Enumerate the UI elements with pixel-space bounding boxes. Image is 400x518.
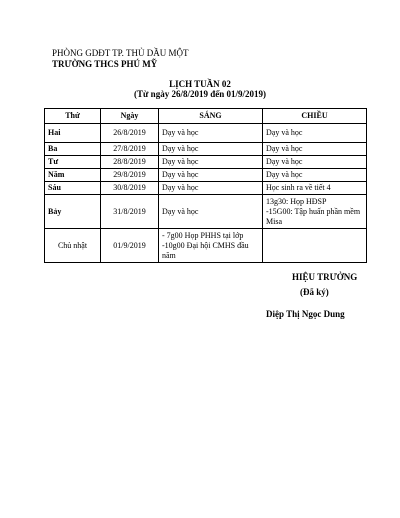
afternoon-cell: [263, 229, 367, 263]
header-thu: Thứ: [45, 109, 101, 124]
table-row: [45, 229, 367, 263]
day-cell: Năm: [45, 169, 101, 182]
day-cell: Bảy: [45, 195, 101, 229]
afternoon-cell: Dạy và học: [263, 143, 367, 156]
date-cell: 31/8/2019: [101, 195, 159, 229]
department-name: PHÒNG GDĐT TP. THỦ DẦU MỘT: [52, 48, 189, 58]
date-cell: 30/8/2019: [101, 182, 159, 195]
morning-cell: Dạy và học: [159, 124, 263, 143]
afternoon-cell: Học sinh ra về tiết 4: [263, 182, 367, 195]
day-cell: Sáu: [45, 182, 101, 195]
afternoon-line: 13g30: Họp HĐSP: [266, 196, 327, 206]
morning-cell: Dạy và học: [159, 156, 263, 169]
header-ngay: Ngày: [101, 109, 159, 124]
schedule-title: LỊCH TUẦN 02: [169, 79, 231, 89]
table-row: [45, 124, 367, 143]
table-row: [45, 182, 367, 195]
day-cell: Hai: [45, 124, 101, 143]
afternoon-cell: [263, 195, 367, 229]
afternoon-line: -15G00: Tập huấn phần mềm Misa: [266, 206, 361, 226]
afternoon-cell: Dạy và học: [263, 169, 367, 182]
table-header-row: [45, 109, 367, 124]
weekly-schedule-table: [44, 108, 367, 263]
afternoon-cell: Dạy và học: [263, 156, 367, 169]
date-cell: 28/8/2019: [101, 156, 159, 169]
header-sang: SÁNG: [159, 109, 263, 124]
date-cell: 01/9/2019: [101, 229, 159, 263]
day-cell: Chủ nhật: [45, 229, 101, 263]
morning-cell: [159, 229, 263, 263]
morning-cell: Dạy và học: [159, 182, 263, 195]
afternoon-cell: Dạy và học: [263, 124, 367, 143]
morning-cell: Dạy và học: [159, 169, 263, 182]
morning-cell: Dạy và học: [159, 143, 263, 156]
table-row: [45, 156, 367, 169]
school-name: TRƯỜNG THCS PHÚ MỸ: [52, 59, 158, 69]
signer-title: HIỆU TRƯỞNG: [292, 272, 358, 282]
morning-line: - 7g00 Họp PHHS tại lớp: [162, 230, 244, 240]
signer-name: Diệp Thị Ngọc Dung: [266, 309, 345, 319]
date-cell: 29/8/2019: [101, 169, 159, 182]
schedule-date-range: (Từ ngày 26/8/2019 đến 01/9/2019): [134, 89, 266, 99]
date-cell: 26/8/2019: [101, 124, 159, 143]
day-cell: Ba: [45, 143, 101, 156]
signature-status: (Đã ký): [300, 287, 329, 297]
morning-line: -10g00 Đại hội CMHS đầu năm: [162, 240, 249, 260]
day-cell: Tư: [45, 156, 101, 169]
morning-cell: Dạy và học: [159, 195, 263, 229]
table-row: [45, 195, 367, 229]
table-row: [45, 143, 367, 156]
table-row: [45, 169, 367, 182]
date-cell: 27/8/2019: [101, 143, 159, 156]
header-chieu: CHIỀU: [263, 109, 367, 124]
